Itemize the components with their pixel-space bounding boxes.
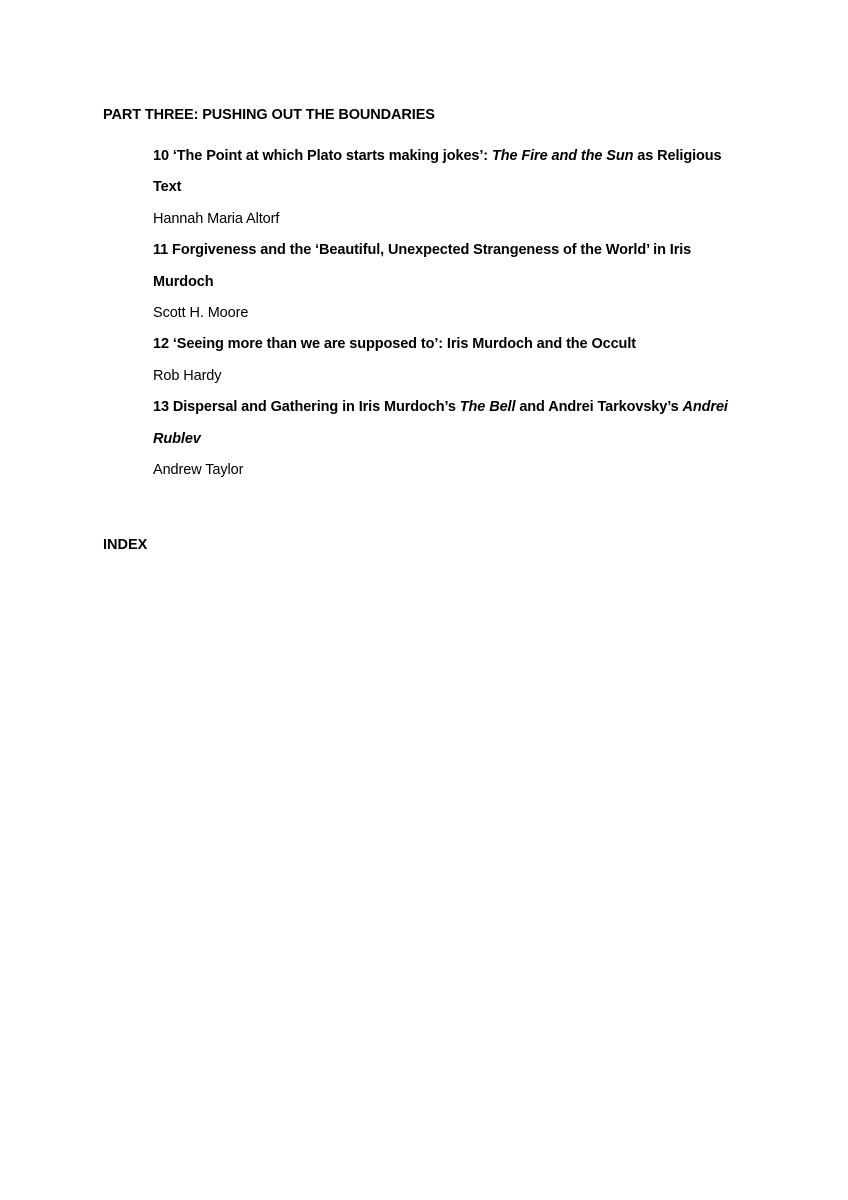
chapter-13-title-line-1 (153, 397, 773, 428)
index-heading: INDEX (103, 537, 148, 553)
table-of-contents (153, 146, 773, 491)
chapter-11-title-line-1: 11 Forgiveness and the ‘Beautiful, Unexpected Strangeness of the World’ in Iris (153, 242, 692, 259)
chapter-13-title-line-2 (153, 429, 773, 460)
chapter-13-author: Andrew Taylor (153, 461, 244, 478)
chapter-10-author: Hannah Maria Altorf (153, 210, 280, 227)
chapter-13-title-italic-3: Rublev (153, 430, 201, 447)
chapter-12-title: 12 ‘Seeing more than we are supposed to’: Iris Murdoch and the Occult (153, 336, 636, 353)
chapter-11-author: Scott H. Moore (153, 304, 249, 321)
chapter-10-title-italic: The Fire and the Sun (491, 148, 634, 164)
chapter-11-title-line-2: Murdoch (153, 273, 214, 290)
chapter-10-title-text-a: 10 ‘The Point at which Plato starts making jokes’: (153, 148, 492, 164)
chapter-13-title-text-b: and Andrei Tarkovsky’s (515, 399, 683, 416)
chapter-10-title-line-2: Text (153, 179, 182, 196)
chapter-13-title-italic-1: The Bell (459, 399, 516, 416)
chapter-10-title-text-b: as Religious (633, 148, 722, 164)
part-three-heading: PART THREE: PUSHING OUT THE BOUNDARIES (103, 107, 435, 123)
chapter-10-title-line-1 (153, 146, 773, 177)
chapter-13-title-italic-2: Andrei (682, 399, 728, 416)
chapter-13-title-text-a: 13 Dispersal and Gathering in Iris Murdoch’s (153, 399, 460, 416)
chapter-12-author: Rob Hardy (153, 367, 222, 384)
